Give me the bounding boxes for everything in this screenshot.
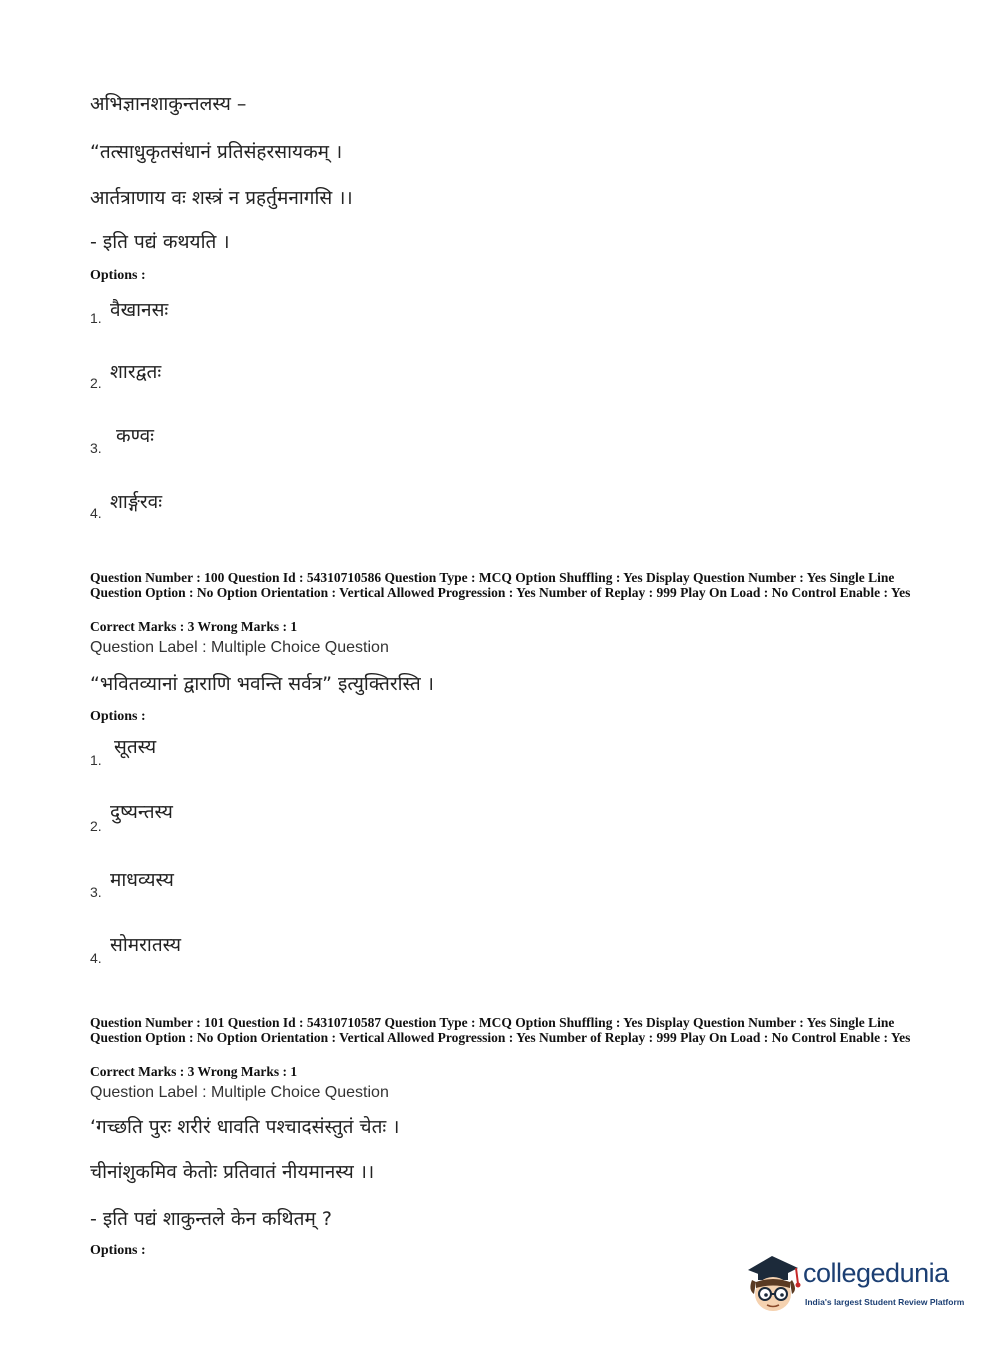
question-meta: Question Number : 100 Question Id : 54310710586 Question Type : MCQ Option Shuffling : Yes Display Question Number : Yes Single Line Question Option : No Option Orientation : Vertical Allowed Progression : Yes Number of Replay : 999 Play On Load : No Control Enable : Yes bbox=[90, 570, 911, 600]
question-meta: Question Number : 101 Question Id : 54310710587 Question Type : MCQ Option Shuffling : Yes Display Question Number : Yes Single Line Question Option : No Option Orientation : Vertical Allowed Progression : Yes Number of Replay : 999 Play On Load : No Control Enable : Yes bbox=[90, 1015, 911, 1045]
option-text[interactable]: कण्वः bbox=[116, 425, 155, 447]
question-line: “तत्साधुकृतसंधानं प्रतिसंहरसायकम् । bbox=[90, 141, 343, 163]
option-text[interactable]: सूतस्य bbox=[114, 736, 157, 758]
brand-name: collegedunia bbox=[803, 1258, 949, 1288]
option-number: 2. bbox=[90, 375, 102, 391]
option-text[interactable]: दुष्यन्तस्य bbox=[110, 801, 173, 823]
question-label: Question Label : Multiple Choice Question bbox=[90, 639, 389, 656]
question-line: ‘गच्छति पुरः शरीरं धावति पश्चादसंस्तुतं चेतः । bbox=[90, 1116, 400, 1138]
option-text[interactable]: शारद्वतः bbox=[110, 361, 162, 383]
question-line: - इति पद्यं कथयति । bbox=[90, 231, 230, 253]
option-number: 2. bbox=[90, 818, 102, 834]
option-number: 1. bbox=[90, 752, 102, 768]
options-heading: Options : bbox=[90, 268, 146, 283]
option-text[interactable]: वैखानसः bbox=[110, 299, 169, 321]
question-line: अभिज्ञानशाकुन्तलस्य – bbox=[90, 93, 247, 115]
question-line: - इति पद्यं शाकुन्तले केन कथितम् ? bbox=[90, 1208, 333, 1230]
question-line: आर्तत्राणाय वः शस्त्रं न प्रहर्तुमनागसि ।। bbox=[90, 187, 353, 209]
option-text[interactable]: माधव्यस्य bbox=[110, 869, 174, 891]
options-heading: Options : bbox=[90, 709, 146, 724]
brand-logo[interactable] bbox=[742, 1250, 972, 1322]
question-label: Question Label : Multiple Choice Question bbox=[90, 1084, 389, 1101]
option-number: 1. bbox=[90, 310, 102, 326]
option-number: 4. bbox=[90, 950, 102, 966]
option-number: 4. bbox=[90, 505, 102, 521]
brand-tagline: India's largest Student Review Platform bbox=[805, 1297, 965, 1307]
option-number: 3. bbox=[90, 440, 102, 456]
option-text[interactable]: सोमरातस्य bbox=[110, 934, 182, 956]
options-heading: Options : bbox=[90, 1243, 146, 1258]
option-number: 3. bbox=[90, 884, 102, 900]
option-text[interactable]: शार्ङ्गरवः bbox=[110, 491, 163, 513]
mascot-icon bbox=[742, 1250, 804, 1316]
question-text: “भवितव्यानां द्वाराणि भवन्ति सर्वत्र” इत्युक्तिरस्ति । bbox=[90, 673, 434, 695]
question-marks: Correct Marks : 3 Wrong Marks : 1 bbox=[90, 1064, 298, 1079]
question-line: चीनांशुकमिव केतोः प्रतिवातं नीयमानस्य ।। bbox=[90, 1161, 375, 1183]
question-marks: Correct Marks : 3 Wrong Marks : 1 bbox=[90, 619, 298, 634]
